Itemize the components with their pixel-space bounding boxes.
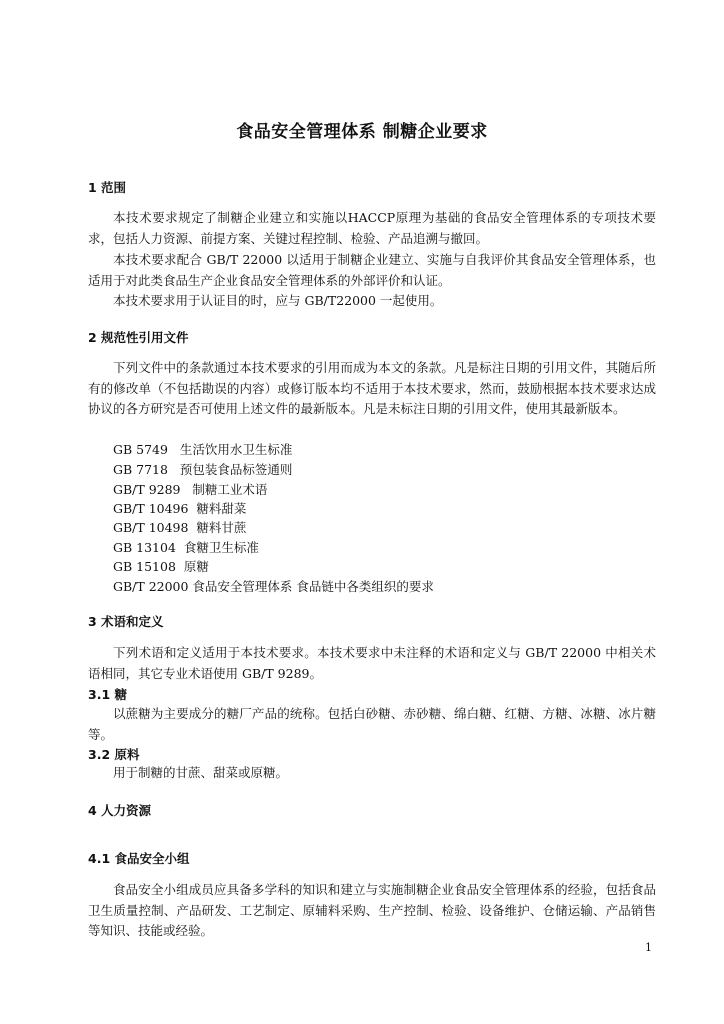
scope-paragraph-2: 本技术要求配合 GB/T 22000 以适用于制糖企业建立、实施与自我评价其食品安全管理体系，也适用于对此类食品生产企业食品安全管理体系的外部评价和认证。 — [88, 252, 656, 288]
term-sugar-definition: 以蔗糖为主要成分的糖厂产品的统称。包括白砂糖、赤砂糖、绵白糖、红糖、方糖、冰糖、冰片糖等。 — [88, 706, 656, 742]
food-safety-team-paragraph: 食品安全小组成员应具备多学科的知识和建立与实施制糖企业食品安全管理体系的经验，包括食品卫生质量控制、产品研发、工艺制定、原辅料采购、生产控制、检验、设备维护、仓储运输、产品销售等知识、技能或经验。 — [88, 882, 656, 938]
subsection-heading-food-safety-team: 4.1 食品安全小组 — [88, 851, 190, 866]
section-heading-human-resources: 4 人力资源 — [88, 803, 152, 818]
scope-paragraph-3: 本技术要求用于认证目的时，应与 GB/T22000 一起使用。 — [113, 293, 443, 308]
term-raw-material-definition: 用于制糖的甘蔗、甜菜或原糖。 — [113, 765, 289, 780]
reference-item: GB 13104 食糖卫生标准 — [113, 540, 259, 555]
page-number: 1 — [645, 941, 652, 954]
references-paragraph: 下列文件中的条款通过本技术要求的引用而成为本文的条款。凡是标注日期的引用文件，其随后所有的修改单（不包括勘误的内容）或修订版本均不适用于本技术要求，然而，鼓励根据本技术要求达成协议的各方研究是否可使用上述文件的最新版本。凡是未标注日期的引用文件，使用其最新版本。 — [88, 360, 656, 416]
reference-item: GB/T 22000 食品安全管理体系 食品链中各类组织的要求 — [113, 579, 434, 594]
reference-item: GB/T 10498 糖料甘蔗 — [113, 520, 247, 535]
terms-paragraph: 下列术语和定义适用于本技术要求。本技术要求中未注释的术语和定义与 GB/T 22000 中相关术语相同，其它专业术语使用 GB/T 9289。 — [88, 645, 656, 681]
scope-paragraph-1: 本技术要求规定了制糖企业建立和实施以HACCP原理为基础的食品安全管理体系的专项技术要求，包括人力资源、前提方案、关键过程控制、检验、产品追溯与撤回。 — [88, 210, 656, 246]
section-heading-terms-definitions: 3 术语和定义 — [88, 614, 164, 629]
reference-item: GB 5749 生活饮用水卫生标准 — [113, 442, 293, 457]
term-heading-sugar: 3.1 糖 — [88, 687, 127, 702]
reference-item: GB/T 10496 糖料甜菜 — [113, 501, 247, 516]
section-heading-normative-references: 2 规范性引用文件 — [88, 330, 189, 345]
reference-item: GB/T 9289 制糖工业术语 — [113, 482, 268, 497]
reference-item: GB 7718 预包装食品标签通则 — [113, 462, 293, 477]
section-heading-scope: 1 范围 — [88, 180, 127, 195]
document-title: 食品安全管理体系 制糖企业要求 — [236, 122, 488, 142]
reference-item: GB 15108 原糖 — [113, 559, 209, 574]
term-heading-raw-material: 3.2 原料 — [88, 747, 140, 762]
